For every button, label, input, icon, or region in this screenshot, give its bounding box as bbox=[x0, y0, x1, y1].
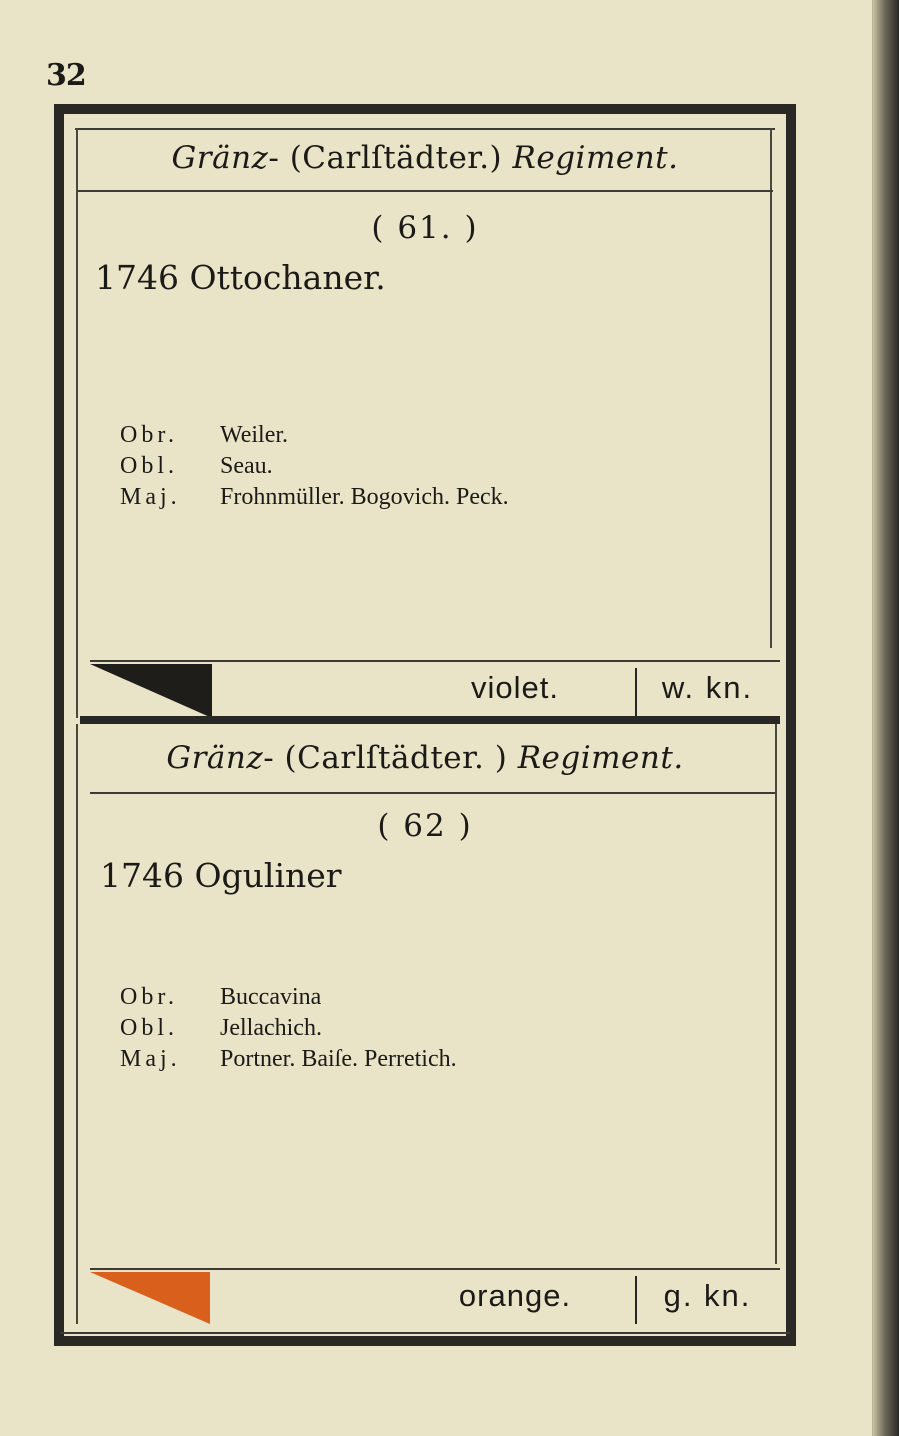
button-type-1: w. kn. bbox=[661, 670, 754, 705]
officer-names: Portner. Baiſe. Perretich. bbox=[220, 1046, 457, 1072]
facing-row-1 bbox=[90, 662, 780, 720]
top-rule bbox=[75, 128, 775, 130]
facing-swatch-2 bbox=[90, 1270, 220, 1328]
officer-list-2 bbox=[120, 982, 457, 1075]
button-type-2: g. kn. bbox=[663, 1278, 752, 1313]
facing-swatch-1 bbox=[90, 662, 220, 720]
section-title-2 bbox=[80, 740, 770, 776]
title-middle: - (Carlſtädter. ) bbox=[263, 740, 508, 776]
title-suffix: Regiment. bbox=[517, 740, 684, 776]
title-rule-1 bbox=[78, 190, 773, 192]
officer-names: Buccavina bbox=[220, 984, 322, 1010]
officer-row bbox=[120, 1044, 457, 1075]
right-rule-1 bbox=[770, 128, 772, 648]
section-title-1 bbox=[80, 140, 770, 176]
officer-row bbox=[120, 420, 509, 451]
page-number: 32 bbox=[46, 58, 86, 93]
title-prefix: Gränz bbox=[171, 140, 269, 176]
regiment-name-2: 1746 Oguliner bbox=[100, 856, 342, 895]
title-middle: - (Carlſtädter.) bbox=[268, 140, 503, 176]
title-rule-2 bbox=[90, 792, 775, 794]
left-rule-1 bbox=[76, 128, 78, 718]
facing-row-2 bbox=[90, 1270, 780, 1328]
officer-rank: Maj. bbox=[120, 484, 181, 510]
officer-names: Jellachich. bbox=[220, 1015, 322, 1041]
title-suffix: Regiment. bbox=[512, 140, 679, 176]
title-prefix: Gränz bbox=[166, 740, 264, 776]
officer-row bbox=[120, 1013, 457, 1044]
officer-rank: Obr. bbox=[120, 422, 178, 448]
officer-list-1 bbox=[120, 420, 509, 513]
officer-names: Seau. bbox=[220, 453, 273, 479]
officer-rank: Maj. bbox=[120, 1046, 181, 1072]
officer-rank: Obl. bbox=[120, 1015, 178, 1041]
officer-rank: Obl. bbox=[120, 453, 178, 479]
officer-row bbox=[120, 982, 457, 1013]
officer-names: Frohnmüller. Bogovich. Peck. bbox=[220, 484, 509, 510]
officer-row bbox=[120, 451, 509, 482]
officer-row bbox=[120, 482, 509, 513]
facing-color-1: violet. bbox=[471, 670, 559, 705]
regiment-number-1: ( 61. ) bbox=[371, 210, 479, 246]
officer-rank: Obr. bbox=[120, 984, 178, 1010]
bottom-rule bbox=[60, 1332, 790, 1334]
officer-names: Weiler. bbox=[220, 422, 289, 448]
regiment-number-2: ( 62 ) bbox=[377, 808, 473, 844]
spine-shadow bbox=[873, 0, 899, 1436]
left-rule-2 bbox=[76, 724, 78, 1324]
section-divider bbox=[80, 716, 780, 724]
facing-color-2: orange. bbox=[458, 1278, 572, 1313]
right-rule-2 bbox=[775, 724, 777, 1264]
regiment-name-1: 1746 Ottochaner. bbox=[95, 258, 386, 297]
